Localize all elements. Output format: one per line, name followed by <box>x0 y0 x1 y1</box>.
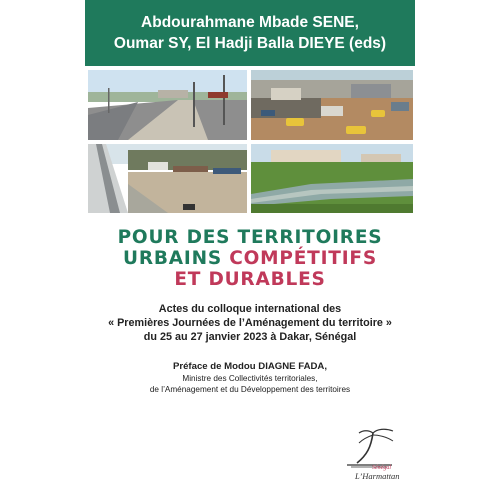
authors-line-1: Abdourahmane Mbade SENE, <box>141 14 359 31</box>
photo-urban-road <box>88 70 247 140</box>
preface-line-2: Ministre des Collectivités territoriales, <box>182 374 318 383</box>
title-line-1: POUR DES TERRITOIRES <box>117 227 383 248</box>
publisher-logo <box>337 425 407 480</box>
title-line-3: ET DURABLES <box>174 269 326 290</box>
title-word-urbains: URBAINS <box>123 248 223 269</box>
preface <box>85 360 415 395</box>
author-band <box>85 0 415 66</box>
publisher-name: L’Harmattan <box>355 471 400 481</box>
book-cover <box>85 0 415 500</box>
preface-line-3: de l’Aménagement et du Développement des territoires <box>149 385 351 394</box>
authors-line-2: Oumar SY, El Hadji Balla DIEYE (eds) <box>113 35 387 52</box>
subtitle-line-1: Actes du colloque international des <box>158 303 342 315</box>
photo-busy-street <box>251 70 413 140</box>
publisher-country: Sénégal <box>372 465 391 471</box>
photo-overpass <box>88 144 247 213</box>
subtitle <box>85 302 415 344</box>
title-word-competitifs: COMPÉTITIFS <box>229 248 377 269</box>
subtitle-line-3: du 25 au 27 janvier 2023 à Dakar, Sénégal <box>143 331 357 343</box>
preface-line-1: Préface de Modou DIAGNE FADA, <box>172 361 328 372</box>
photo-canal <box>251 144 413 213</box>
harmattan-tree-icon <box>337 425 407 470</box>
subtitle-line-2: « Premières Journées de l’Aménagement du territoire » <box>108 317 392 329</box>
title-line-2 <box>85 249 415 269</box>
